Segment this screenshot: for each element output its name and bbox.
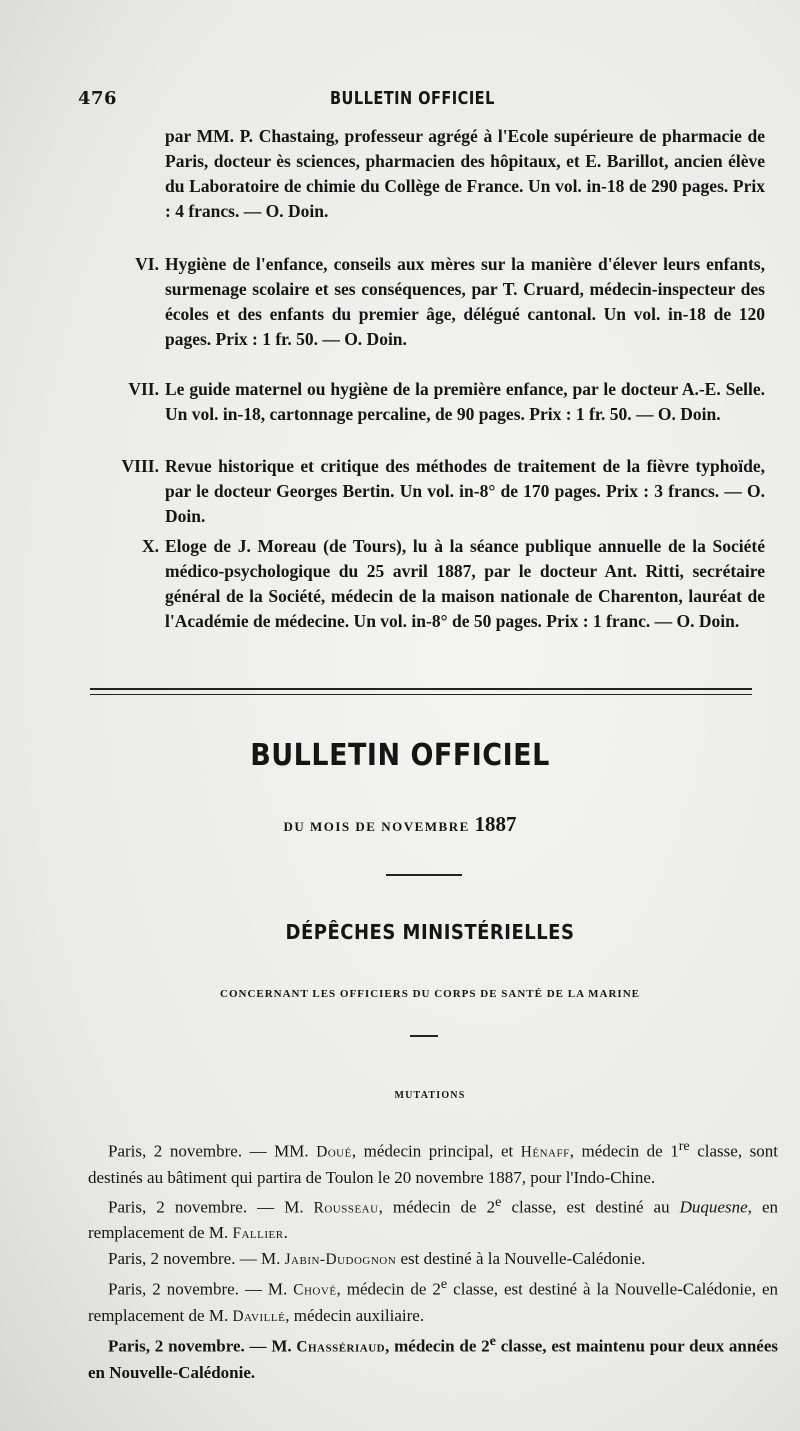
section-concerning: CONCERNANT LES OFFICIERS DU CORPS DE SANTÉ DE LA MARINE [220, 988, 640, 1000]
entry-text: Paris, 2 novembre. — MM. [108, 1141, 317, 1161]
entry-text: , médecin de 2 [378, 1197, 496, 1217]
entry-text: Paris, 2 novembre. — M. [108, 1197, 314, 1217]
mutations-list [88, 1134, 778, 1385]
mutation-entry [88, 1329, 778, 1385]
bibliography-entry [121, 454, 765, 529]
month-label: DU MOIS DE NOVEMBRE [283, 819, 470, 834]
entry-number: VI. [135, 254, 159, 274]
person-name: Hénaff [520, 1143, 570, 1161]
person-name: Doué [316, 1143, 352, 1161]
section-subtitle: DÉPÊCHES MINISTÉRIELLES [285, 920, 575, 944]
mutation-entry [88, 1246, 778, 1272]
page-header [78, 88, 778, 114]
entry-number: VII. [128, 379, 159, 399]
person-name: Chové [293, 1281, 337, 1299]
mutation-entry [88, 1272, 778, 1329]
section-divider-thin [90, 694, 752, 695]
entry-text: , médecin de 2 [385, 1336, 490, 1356]
entry-text: , médecin auxiliaire. [285, 1305, 425, 1325]
section-divider [90, 688, 752, 690]
entry-text: Paris, 2 novembre. — M. [108, 1279, 294, 1299]
entry-number: VIII. [121, 456, 159, 476]
superscript: e [495, 1193, 502, 1210]
entry-text: , médecin de 1 [569, 1141, 679, 1161]
mutation-entry [88, 1190, 778, 1247]
bibliography-entry [135, 252, 765, 352]
bibliography-entry [165, 124, 765, 224]
person-name: Chassériaud [296, 1338, 386, 1356]
entry-text: , en remplacement de M. [88, 1197, 778, 1243]
entry-text: . [283, 1223, 288, 1243]
running-title: BULLETIN OFFICIEL [330, 88, 495, 109]
superscript: re [678, 1138, 690, 1154]
entry-text: classe, est destiné au [501, 1197, 680, 1217]
entry-text: , médecin principal, et [351, 1141, 521, 1161]
page-number: 476 [78, 88, 118, 109]
superscript: e [440, 1276, 448, 1293]
short-divider [410, 1035, 438, 1037]
entry-text: Paris, 2 novembre. — M. [108, 1249, 285, 1269]
section-month [0, 812, 800, 837]
entry-text: par MM. P. Chastaing, professeur agrégé à l'Ecole supérieure de pharmacie de Paris, docteur ès sciences, pharmacien des hôpitaux, et E. Barillot, ancien élève du Laboratoire de chimie du Collège de France. Un vol. in-18 de 290 pages. Prix : 4 francs. — O. Doin. [165, 126, 765, 221]
entry-text: Le guide maternel ou hygiène de la première enfance, par le docteur A.-E. Selle. Un vol. in-18, cartonnage percaline, de 90 pages. Prix : 1 fr. 50. — O. Doin. [165, 379, 765, 424]
person-name: Fallier [232, 1225, 284, 1243]
entry-text: , médecin de 2 [336, 1279, 441, 1299]
short-divider [386, 874, 462, 876]
bibliography-entry [141, 534, 765, 634]
superscript: e [489, 1332, 496, 1349]
ship-name: Duquesne [679, 1197, 748, 1217]
person-name: Davillé [232, 1307, 286, 1325]
entry-text: classe, est destiné à la Nouvelle-Calédonie, en remplacement de M. [88, 1279, 778, 1325]
person-name: Jabin-Dudognon [284, 1251, 397, 1269]
entry-text: Eloge de J. Moreau (de Tours), lu à la séance publique annuelle de la Société médico-psychologique du 25 avril 1887, par le docteur Ant. Ritti, secrétaire général de la Société, médecin de la maison nationale de Charenton, lauréat de l'Académie de médecine. Un vol. in-8° de 50 pages. Prix : 1 franc. — O. Doin. [165, 536, 765, 631]
entry-text: Hygiène de l'enfance, conseils aux mères sur la manière d'élever leurs enfants, surmenage scolaire et ses conséquences, par T. Cruard, médecin-inspecteur des écoles et des enfants du premier âge, délégué cantonal. Un vol. in-18 de 120 pages. Prix : 1 fr. 50. — O. Doin. [165, 254, 765, 349]
entry-text: Revue historique et critique des méthodes de traitement de la fièvre typhoïde, par le docteur Georges Bertin. Un vol. in-8° de 170 pages. Prix : 3 francs. — O. Doin. [165, 456, 765, 526]
entry-text: classe, est maintenu pour deux années en Nouvelle-Calédonie. [88, 1336, 778, 1382]
bibliography-entry [128, 377, 765, 427]
entry-text: est destiné à la Nouvelle-Calédonie. [396, 1249, 646, 1269]
month-year: 1887 [474, 812, 517, 836]
entry-text: classe, sont destinés au bâtiment qui partira de Toulon le 20 novembre 1887, pour l'Indo-Chine. [88, 1141, 778, 1187]
person-name: Rousseau [313, 1199, 379, 1217]
entry-text: Paris, 2 novembre. — M. [108, 1336, 297, 1356]
mutations-heading: MUTATIONS [394, 1090, 466, 1101]
mutation-entry [88, 1134, 778, 1190]
entry-number: X. [141, 536, 159, 556]
section-title: BULLETIN OFFICIEL [250, 738, 550, 773]
